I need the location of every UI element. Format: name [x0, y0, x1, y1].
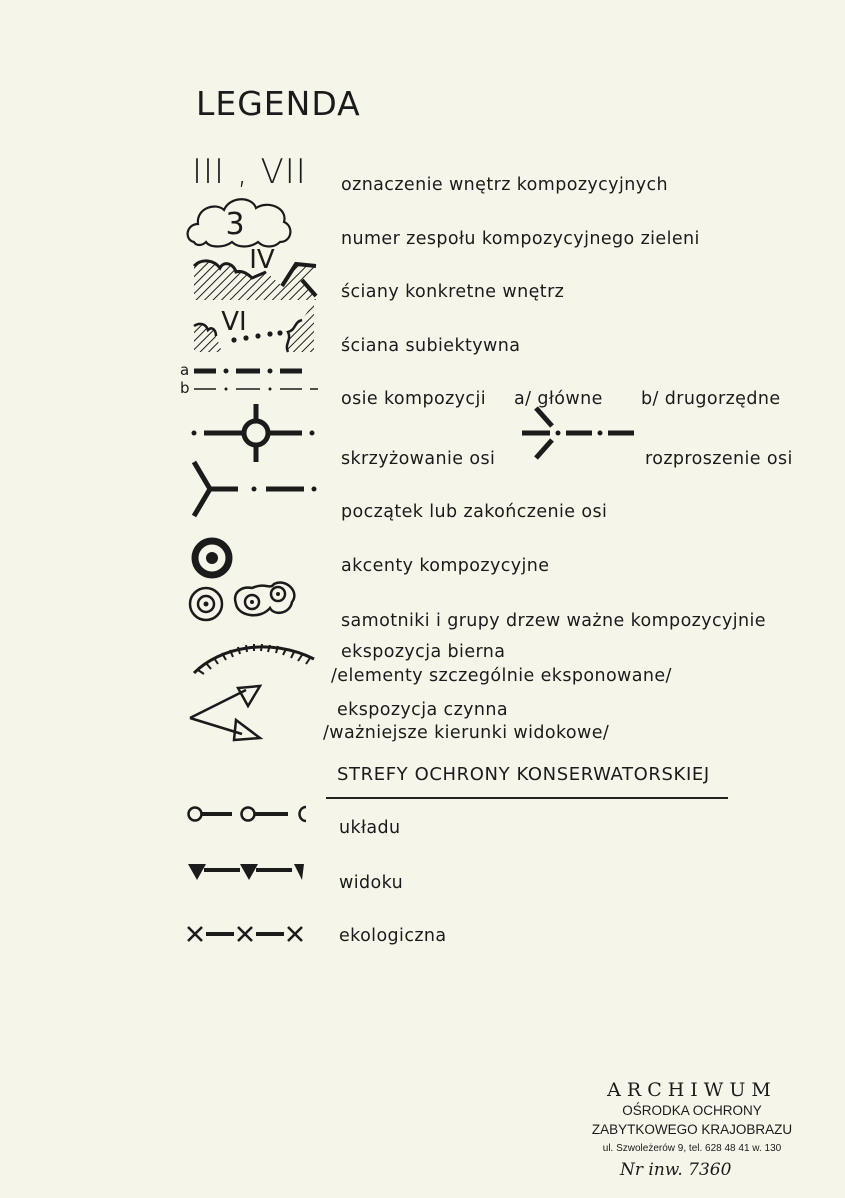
axis-lines-icon: [176, 362, 326, 398]
label-czynna-sub: /ważniejsze kierunki widokowe/: [323, 723, 610, 743]
passive-exposure-icon: [190, 637, 318, 677]
zone-ecological-icon: [186, 924, 316, 944]
axis-a-letter: a: [180, 362, 190, 379]
wall-subjective-icon: [192, 300, 320, 356]
zones-heading: STREFY OCHRONY KONSERWATORSKIEJ: [337, 764, 710, 785]
stamp-line-2: OŚRODKA OCHRONY: [622, 1103, 762, 1118]
view-direction-icon: [186, 684, 266, 744]
label-subiektywna: ściana subiektywna: [341, 336, 521, 356]
label-samotniki: samotniki i grupy drzew ważne kompozycyjnie: [341, 611, 766, 631]
label-bierna-sub: /elementy szczególnie eksponowane/: [331, 666, 672, 686]
label-zespol: numer zespołu kompozycyjnego zieleni: [341, 229, 700, 249]
axis-b-letter: b: [180, 379, 190, 397]
symbol-wnetrza: III , VII: [192, 152, 307, 192]
tree-groups-icon: [186, 572, 302, 624]
wall-subjective-number: VI: [221, 307, 247, 337]
label-wnetrza: oznaczenie wnętrz kompozycyjnych: [341, 175, 668, 195]
label-osie-b: b/ drugorzędne: [641, 389, 781, 409]
cloud-number: 3: [225, 207, 245, 242]
label-osie-a: a/ główne: [514, 389, 603, 409]
stamp-address: ul. Szwoleżerów 9, tel. 628 48 41 w. 130: [602, 1143, 782, 1154]
label-konkretne: ściany konkretne wnętrz: [341, 282, 565, 302]
label-czynna: ekspozycja czynna: [337, 700, 509, 720]
zone-view-icon: [186, 860, 312, 884]
legend-title: LEGENDA: [196, 84, 361, 123]
label-skrzyzowanie: skrzyżowanie osi: [341, 449, 496, 469]
zones-divider: [326, 797, 728, 799]
label-poczatek: początek lub zakończenie osi: [341, 502, 608, 522]
label-ekologiczna: ekologiczna: [339, 926, 447, 946]
label-bierna: ekspozycja bierna: [341, 642, 506, 662]
label-osie: osie kompozycji: [341, 389, 486, 409]
axis-start-icon: [192, 460, 322, 518]
cloud-icon: [186, 194, 296, 250]
label-widoku: widoku: [339, 873, 404, 893]
axis-dispersion-icon: [516, 402, 640, 464]
stamp-archiwum: ARCHIWUM: [607, 1079, 777, 1101]
wall-concrete-icon: [192, 244, 320, 302]
stamp-line-3: ZABYTKOWEGO KRAJOBRAZU: [591, 1122, 793, 1137]
label-rozproszenie: rozproszenie osi: [645, 449, 793, 469]
inventory-number: Nr inw. 7360: [620, 1160, 732, 1180]
label-akcenty: akcenty kompozycyjne: [341, 556, 550, 576]
label-ukladu: układu: [339, 818, 401, 838]
wall-concrete-number: IV: [249, 245, 275, 275]
axis-crossing-icon: [190, 402, 320, 464]
zone-layout-icon: [186, 804, 312, 824]
